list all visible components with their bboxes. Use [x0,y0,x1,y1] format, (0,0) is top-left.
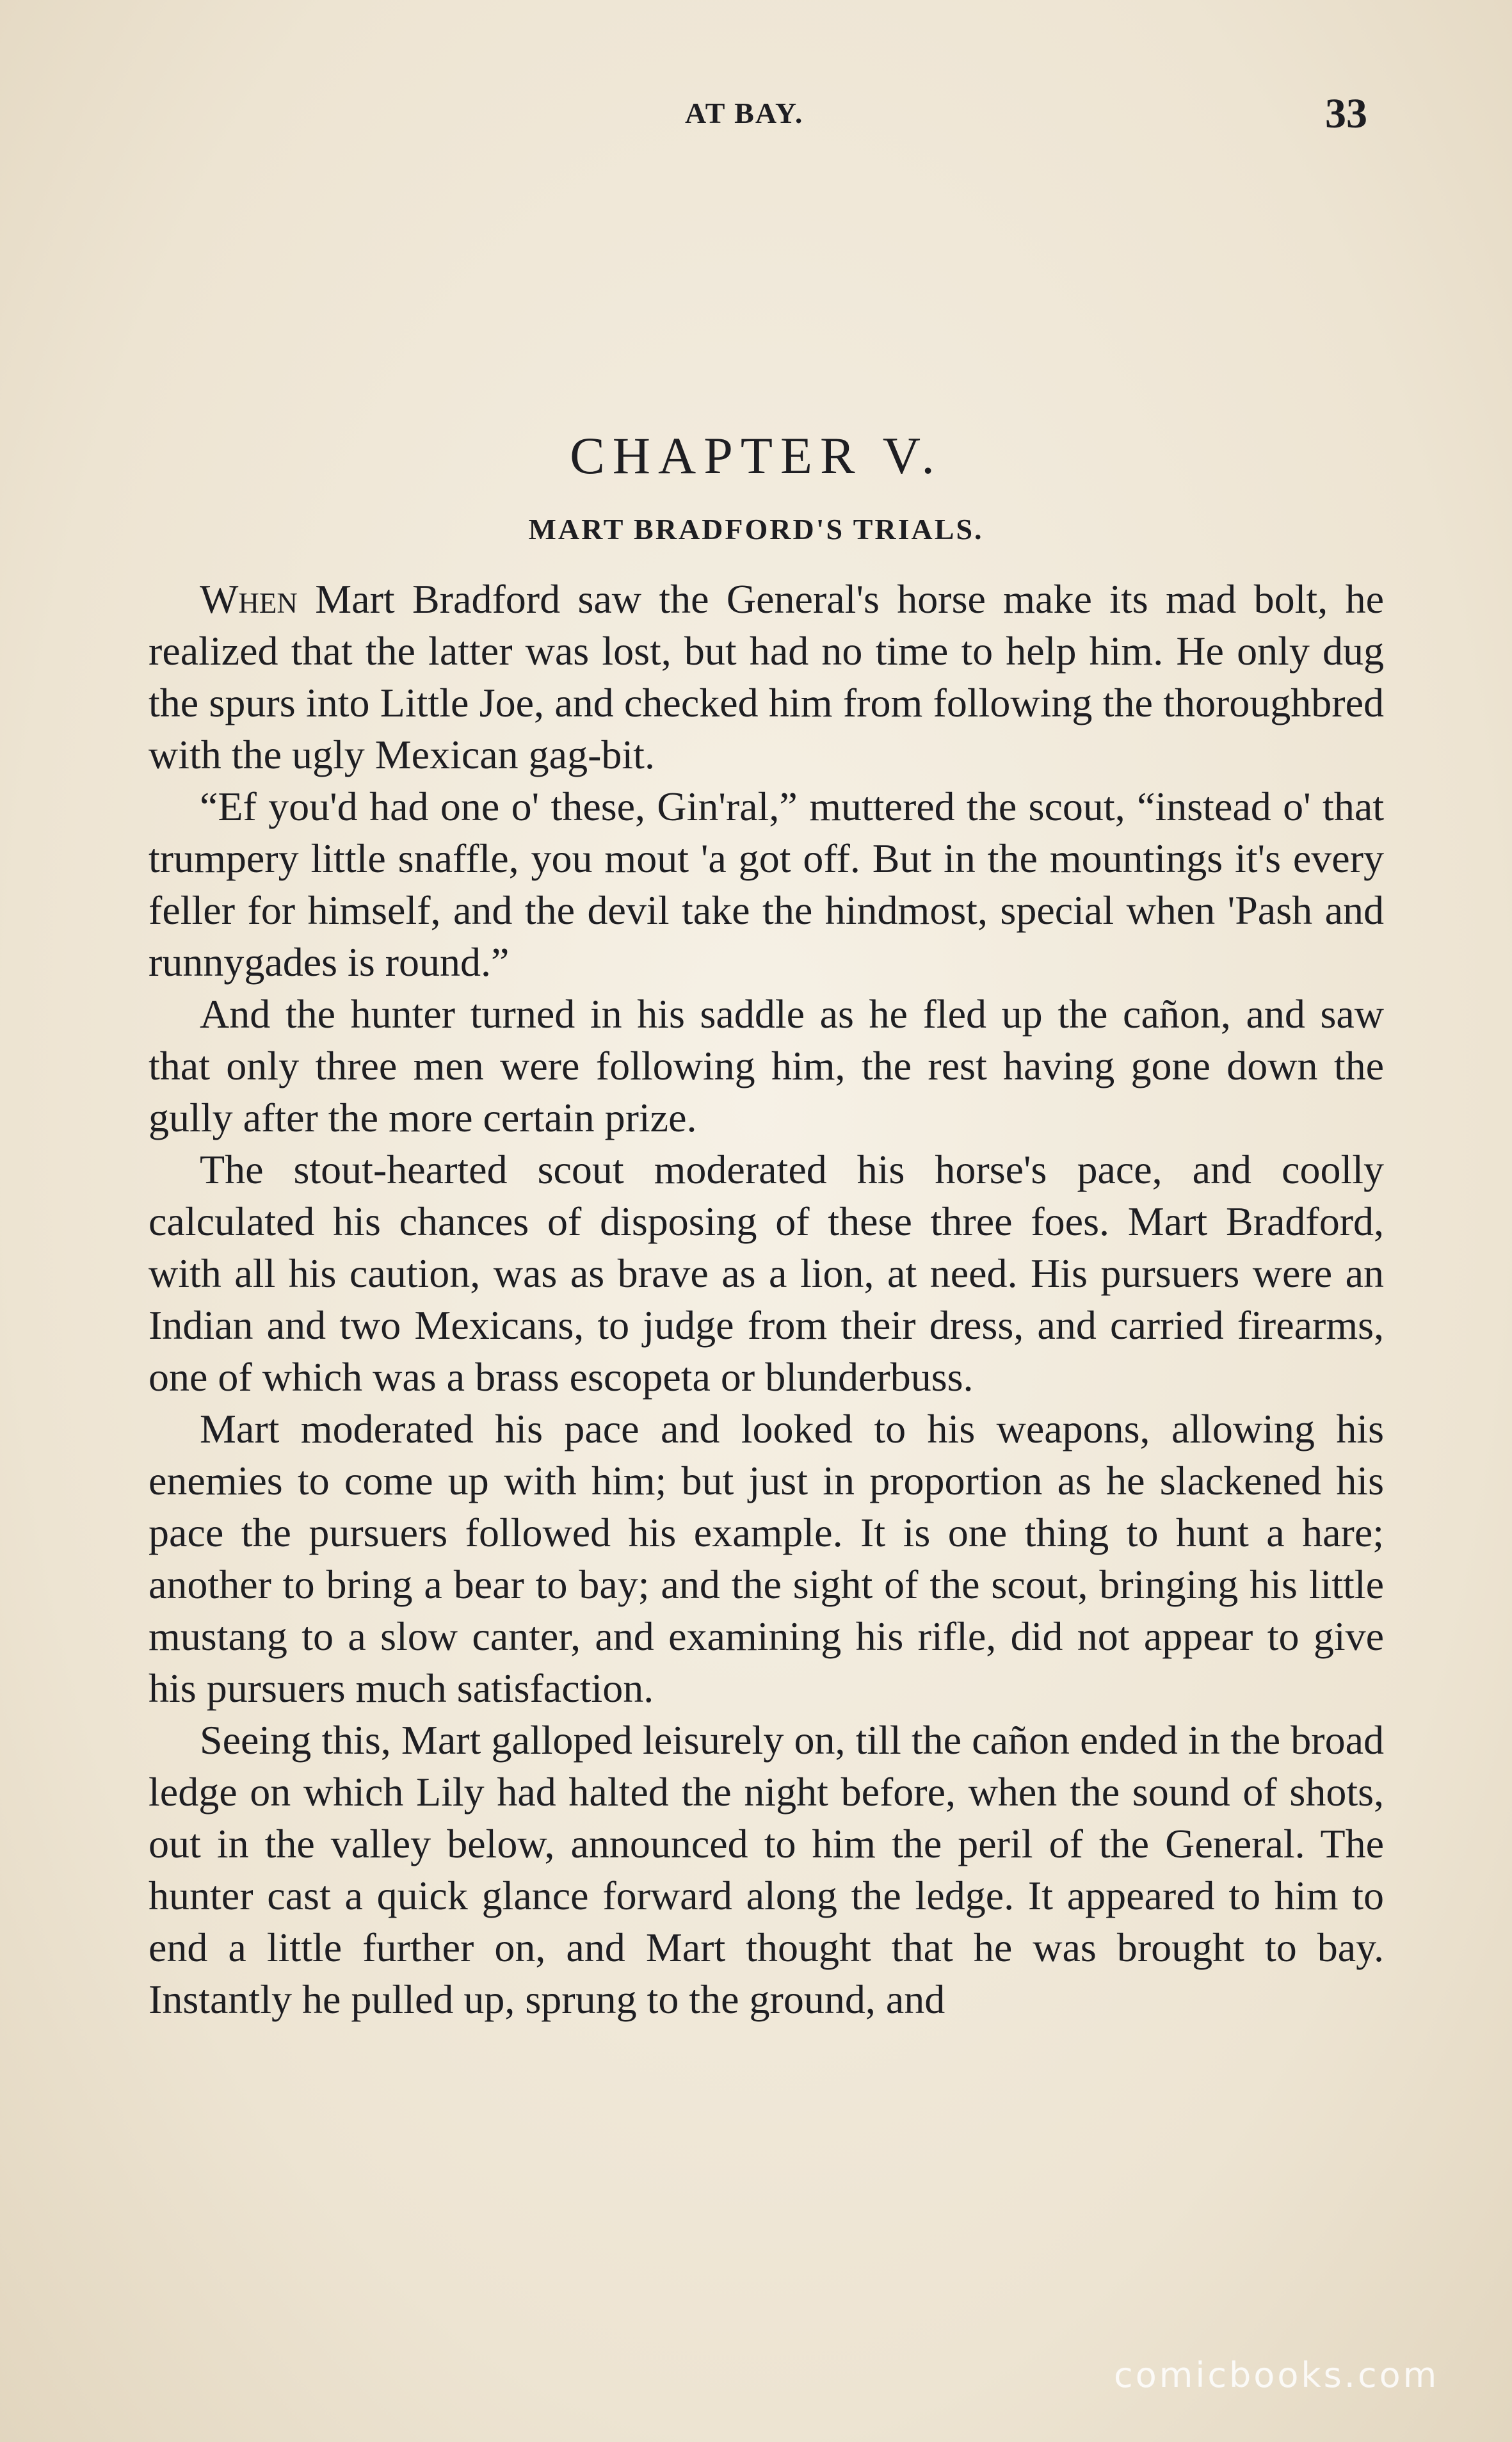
chapter-title: CHAPTER V. [570,426,942,485]
page-number: 33 [1325,90,1367,137]
paragraph [149,1403,1384,1714]
chapter-subtitle: MART BRADFORD'S TRIALS. [528,513,984,546]
paragraph-text: Mart Bradford saw the General's horse make its mad bolt, he realized that the latter was lost, but had no time to help him. He only dug the spurs into Little Joe, and checked him from following the thoroughbred with the ugly Mexican gag-bit. [149,576,1384,777]
watermark: comicbooks.com [1114,2355,1440,2395]
paragraph [149,1714,1384,2025]
paragraph-text: The stout-hearted scout moderated his horse's pace, and coolly calculated his chances of disposing of these three foes. Mart Bradford, with all his caution, was as brave as a lion, at need. His pursuers were an Indian and two Mexicans, to judge from their dress, and carried firearms, one of which was a brass escopeta or blunderbuss. [149,1147,1384,1400]
paragraph-text: Seeing this, Mart galloped leisurely on, till the cañon ended in the broad ledge on which Lily had halted the night before, when the sound of shots, out in the valley below, announced to him the peril of the General. The hunter cast a quick glance forward along the ledge. It appeared to him to end a little further on, and Mart thought that he was brought to bay. Instantly he pulled up, sprung to the ground, and [149,1717,1384,2022]
paragraph-text: “Ef you'd had one o' these, Gin'ral,” muttered the scout, “instead o' that trumpery little snaffle, you mout 'a got off. But in the mountings it's every feller for himself, and the devil take the hindmost, special when 'Pash and runnygades is round.” [149,784,1384,985]
paragraph-text: And the hunter turned in his saddle as he fled up the cañon, and saw that only three men were following him, the rest having gone down the gully after the more certain prize. [149,991,1384,1140]
paragraph-text: Mart moderated his pace and looked to his weapons, allowing his enemies to come up with him; but just in proportion as he slackened his pace the pursuers followed his example. It is one thing to hunt a hare; another to bring a bear to bay; and the sight of the scout, bringing his little mustang to a slow canter, and examining his rifle, did not appear to give his pursuers much satisfaction. [149,1406,1384,1711]
body-text [149,573,1384,2025]
paragraph [149,988,1384,1144]
paragraph [149,573,1384,780]
running-head: AT BAY. [685,97,804,129]
paragraph [149,1144,1384,1403]
paragraph [149,780,1384,988]
paragraph-lead-word: When [200,576,298,622]
